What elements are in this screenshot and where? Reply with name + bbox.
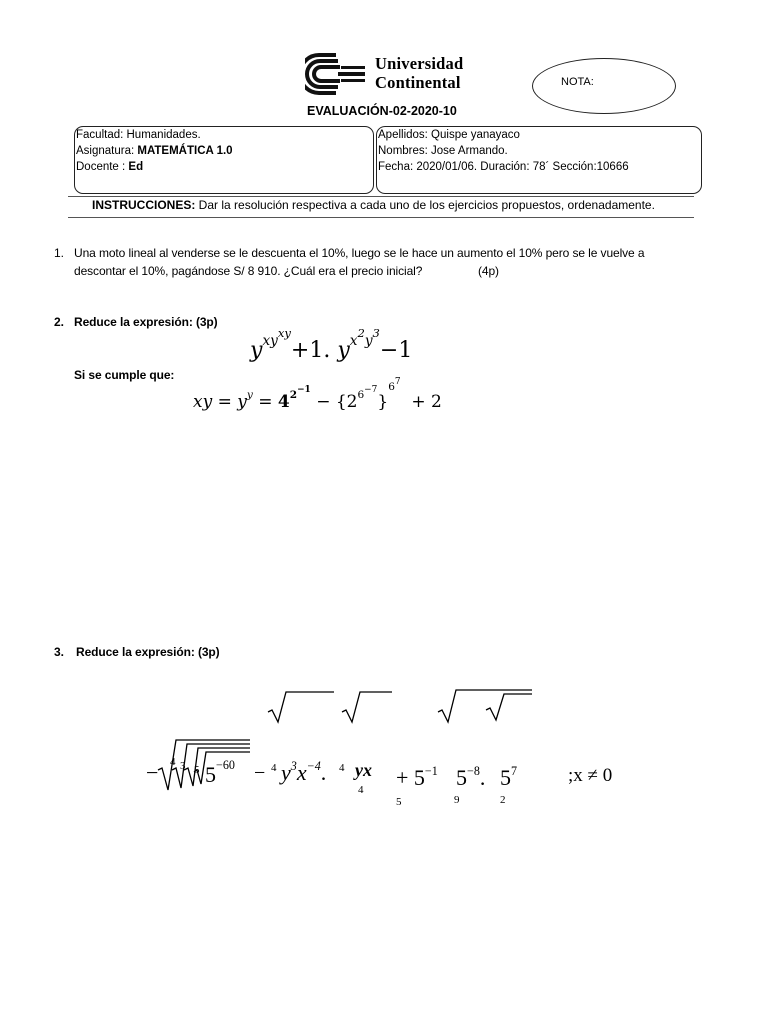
exam-title: EVALUACIÓN-02-2020-10 xyxy=(307,104,457,118)
docente-row xyxy=(75,159,373,175)
fecha-row: Fecha: 2020/01/06. Duración: 78´ Sección:10666 xyxy=(378,161,629,173)
radical-sign-3 xyxy=(438,690,532,722)
q1-text-line2: descontar el 10%, pagándose S/ 8 910. ¿Cuál era el precio inicial? xyxy=(74,264,423,278)
facultad-row xyxy=(75,127,373,143)
info-box-course xyxy=(74,126,374,194)
q3-term-yx-b: yx xyxy=(355,760,372,780)
radical-sign-1 xyxy=(268,692,334,722)
q3-minus-sign: − xyxy=(146,760,159,785)
facultad-label: Facultad: xyxy=(76,129,127,141)
nombres-row: Nombres: Jose Armando. xyxy=(378,145,508,157)
q3-term-5-7: $5^7$ xyxy=(500,763,518,790)
q3-root-index-5: 5 xyxy=(194,764,200,776)
university-name-line1: Universidad xyxy=(375,54,464,73)
q3-sub-9: 9 xyxy=(454,794,460,806)
q1-text-line1: Una moto lineal al venderse se le descuenta el 10%, luego se le hace un aumento el 10% pero se le vuelve a xyxy=(74,246,645,260)
q1-number: 1. xyxy=(54,246,64,260)
instructions-bottom-rule xyxy=(68,217,694,218)
instructions-label: INSTRUCCIONES: xyxy=(92,198,196,212)
q3-root-index-4c: 4 xyxy=(339,762,345,774)
q3-term-yx: $y^3x^{-4}$. xyxy=(281,758,327,785)
info-box-student xyxy=(376,126,702,194)
radical-sign-2 xyxy=(342,692,392,722)
q3-sub-2: 2 xyxy=(500,794,506,806)
docente-label: Docente : xyxy=(76,161,129,173)
q3-term-5-inv: + $5^{-1}$ xyxy=(396,763,438,790)
q3-minus-sign-2: − xyxy=(254,762,266,784)
q3-radicals-svg xyxy=(260,684,550,724)
logo-emblem-icon xyxy=(305,52,367,96)
instructions xyxy=(92,198,655,212)
facultad-value: Humanidades. xyxy=(126,129,201,141)
q2-number: 2. xyxy=(54,315,64,329)
q1-points: (4p) xyxy=(478,264,499,278)
q2-expression: $y^{xy^{xy}}+1$. $y^{x^2y^3}-1$ xyxy=(250,326,413,363)
docente-value: Ed xyxy=(128,161,144,173)
grade-box xyxy=(532,58,676,114)
q3-number: 3. xyxy=(54,645,64,659)
q3-term-5-neg8: $5^{-8}$. xyxy=(456,763,486,790)
q3-sub-5: 5 xyxy=(396,796,402,808)
q3-root-index-4: 4 xyxy=(170,756,176,768)
asignatura-row xyxy=(75,143,373,159)
instructions-top-rule xyxy=(68,196,694,197)
instructions-text: Dar la resolución respectiva a cada uno de los ejercicios propuestos, ordenadamente. xyxy=(195,198,655,212)
university-logo xyxy=(305,52,475,96)
q3-inner-base: $5^{-60}$ xyxy=(205,757,235,787)
q3-condition: ;x ≠ 0 xyxy=(568,765,613,786)
apellidos-row: Apellidos: Quispe yanayaco xyxy=(378,129,520,141)
grade-label: NOTA: xyxy=(561,76,594,88)
q3-title: Reduce la expresión: (3p) xyxy=(76,645,220,659)
q2-title: Reduce la expresión: (3p) xyxy=(74,315,218,329)
q3-root-index-3: 3 xyxy=(180,760,186,772)
asignatura-value: MATEMÁTICA 1.0 xyxy=(137,145,233,157)
q2-condition: Si se cumple que: xyxy=(74,368,175,382)
q2-condition-expression: xy = $y^y = 4^{2^{-1}} - \{2^{6^{-7}}\}^{6^7} + 2$ xyxy=(193,376,442,412)
radical-sign-4 xyxy=(486,694,532,720)
asignatura-label: Asignatura: xyxy=(76,145,138,157)
q3-sub-4: 4 xyxy=(358,784,364,796)
q3-root-index-4b: 4 xyxy=(271,762,277,774)
university-name-line2: Continental xyxy=(375,73,461,92)
